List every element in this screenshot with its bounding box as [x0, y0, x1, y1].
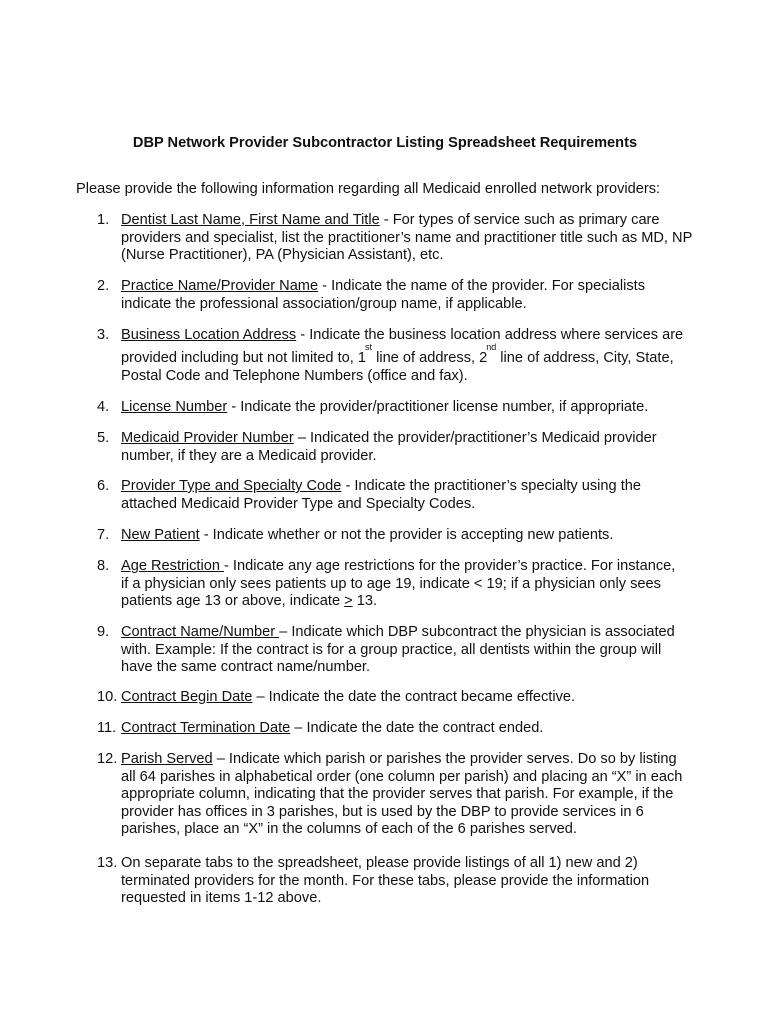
list-item — [97, 327, 737, 386]
item-term: License Number — [121, 399, 228, 415]
item-text: Postal Code and Telephone Numbers (office and fax). — [121, 368, 468, 385]
item-text: if a physician only sees patients up to age 19, indicate < 19; if a physician only sees — [121, 575, 661, 592]
item-text: provider has offices in 3 parishes, but is used by the DBP to provide services in 6 — [121, 803, 644, 820]
item-text: 13. — [352, 593, 377, 610]
item-term: Provider Type and Specialty Code — [121, 478, 342, 494]
item-number: 1. — [97, 212, 110, 228]
item-text: providers and specialist, list the practitioner’s name and practitioner title such as MD, NP — [121, 229, 693, 246]
item-text: – Indicated the provider/practitioner’s Medicaid provider — [293, 430, 657, 446]
item-text: terminated providers for the month. For these tabs, please provide the information — [121, 872, 650, 889]
item-text: – Indicate which DBP subcontract the physician is associated — [279, 624, 675, 640]
item-term: Contract Termination Date — [121, 720, 291, 736]
list-item — [97, 751, 737, 839]
document-title: DBP Network Provider Subcontractor Listing Spreadsheet Requirements — [132, 135, 638, 151]
item-text: On separate tabs to the spreadsheet, please provide listings of all 1) new and 2) — [121, 855, 638, 871]
item-text: line of address, City, State, — [496, 349, 674, 366]
item-term: Parish Served — [121, 751, 213, 767]
item-text: have the same contract name/number. — [121, 659, 371, 676]
item-number: 10. — [97, 689, 118, 705]
item-text: indicate the professional association/group name, if applicable. — [121, 295, 527, 312]
item-text: – Indicate the date the contract ended. — [290, 720, 544, 736]
list-item — [97, 689, 737, 707]
list-item — [97, 624, 737, 677]
superscript: nd — [486, 341, 497, 352]
item-number: 12. — [97, 751, 118, 767]
list-item — [97, 430, 737, 465]
list-item — [97, 855, 737, 908]
item-number: 6. — [97, 478, 110, 494]
list-item — [97, 478, 737, 513]
list-item — [97, 212, 737, 265]
item-number: 5. — [97, 430, 110, 446]
list-item — [97, 399, 737, 417]
item-text: - Indicate the business location address where services are — [296, 327, 684, 343]
item-term: Medicaid Provider Number — [121, 430, 294, 446]
item-text: requested in items 1-12 above. — [121, 890, 322, 907]
item-number: 4. — [97, 399, 110, 415]
item-term: Practice Name/Provider Name — [121, 278, 319, 294]
item-number: 7. — [97, 527, 110, 543]
item-term: Business Location Address — [121, 327, 297, 343]
item-text: appropriate column, indicating that the provider serves that parish. For example, if the — [121, 786, 674, 803]
item-term: Contract Begin Date — [121, 689, 253, 705]
item-text: attached Medicaid Provider Type and Specialty Codes. — [121, 495, 476, 512]
superscript: st — [365, 341, 373, 352]
item-text: - Indicate the provider/practitioner license number, if appropriate. — [227, 399, 649, 415]
item-number: 2. — [97, 278, 110, 294]
item-text: - Indicate the practitioner’s specialty using the — [341, 478, 641, 494]
item-text: - For types of service such as primary care — [379, 212, 660, 228]
item-text: with. Example: If the contract is for a group practice, all dentists within the group will — [121, 641, 662, 658]
item-text: - Indicate whether or not the provider is accepting new patients. — [199, 527, 614, 543]
item-text: – Indicate which parish or parishes the provider serves. Do so by listing — [212, 751, 677, 767]
item-number: 8. — [97, 558, 110, 574]
item-text: all 64 parishes in alphabetical order (one column per parish) and placing an “X” in each — [121, 768, 683, 785]
list-item — [97, 558, 737, 611]
item-text: - Indicate the name of the provider. For specialists — [318, 278, 645, 294]
item-text: patients age 13 or above, indicate — [121, 593, 345, 610]
item-number: 11. — [97, 720, 117, 736]
item-text: line of address, 2 — [372, 349, 488, 366]
item-number: 13. — [97, 855, 118, 871]
item-text: - Indicate any age restrictions for the provider’s practice. For instance, — [224, 558, 676, 574]
intro-text: Please provide the following information regarding all Medicaid enrolled network providers: — [76, 181, 661, 197]
item-number: 9. — [97, 624, 110, 640]
item-text: provided including but not limited to, 1 — [121, 349, 367, 366]
item-text: parishes, place an “X” in the columns of each of the 6 parishes served. — [121, 821, 577, 838]
item-term: New Patient — [121, 527, 200, 543]
item-text: – Indicate the date the contract became effective. — [252, 689, 576, 705]
item-term: Dentist Last Name, First Name and Title — [121, 212, 380, 228]
item-text: number, if they are a Medicaid provider. — [121, 447, 377, 464]
item-text: (Nurse Practitioner), PA (Physician Assistant), etc. — [121, 247, 444, 264]
list-item — [97, 527, 737, 545]
item-term: Age Restriction — [121, 558, 225, 574]
list-item — [97, 720, 737, 738]
item-number: 3. — [97, 327, 110, 343]
greater-equal-sign: > — [344, 593, 353, 610]
list-item — [97, 278, 737, 313]
item-term: Contract Name/Number — [121, 624, 280, 640]
